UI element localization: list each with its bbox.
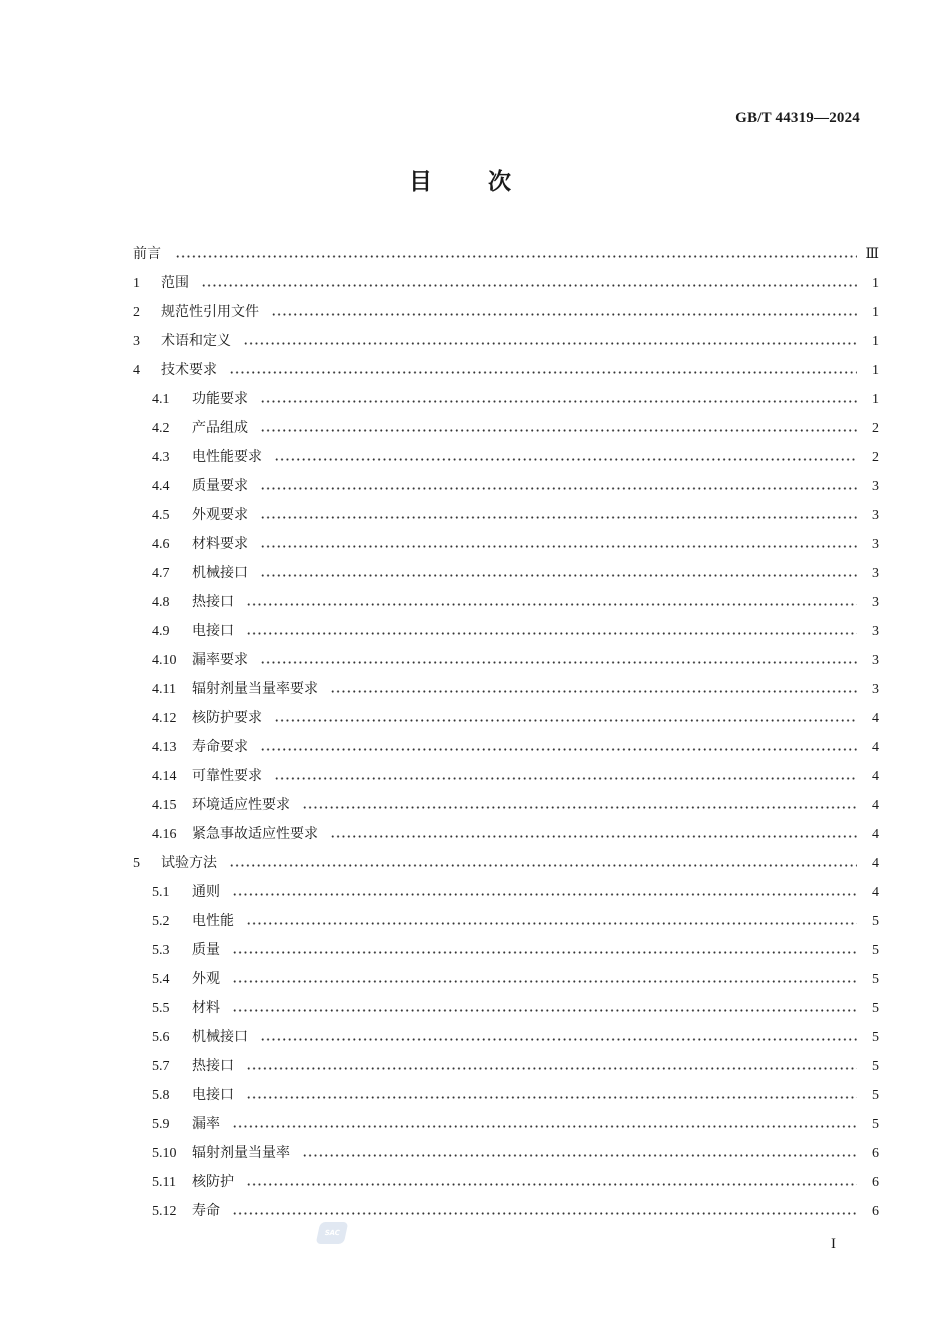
- toc-entry[interactable]: [133, 762, 879, 791]
- toc-entry[interactable]: [133, 965, 879, 994]
- toc-entry-page: 1: [872, 363, 879, 378]
- toc-entry-number: 4: [133, 363, 140, 378]
- toc-entry-page: 3: [872, 595, 879, 610]
- toc-entry-number: 4.9: [152, 624, 170, 639]
- toc-entry[interactable]: [133, 849, 879, 878]
- toc-dot-leader: [246, 603, 857, 606]
- toc-entry-label: 规范性引用文件: [161, 304, 259, 320]
- toc-entry-page: 5: [872, 1030, 879, 1045]
- toc-entry-page: 5: [872, 972, 879, 987]
- toc-entry-number: 5.2: [152, 914, 170, 929]
- toc-entry-label: 范围: [161, 275, 189, 291]
- toc-entry-page: 1: [872, 276, 879, 291]
- toc-entry[interactable]: [133, 385, 879, 414]
- toc-entry[interactable]: [133, 559, 879, 588]
- toc-entry-number: 4.1: [152, 392, 170, 407]
- toc-dot-leader: [260, 661, 857, 664]
- toc-dot-leader: [260, 400, 857, 403]
- toc-dot-leader: [260, 545, 857, 548]
- toc-dot-leader: [229, 371, 857, 374]
- toc-entry-label: 热接口: [192, 594, 234, 610]
- toc-entry-page: 4: [872, 798, 879, 813]
- toc-entry[interactable]: [133, 443, 879, 472]
- toc-dot-leader: [302, 1154, 857, 1157]
- toc-entry-page: 5: [872, 1059, 879, 1074]
- table-of-contents: [133, 240, 879, 1226]
- toc-entry-page: 1: [872, 305, 879, 320]
- toc-entry-label: 电接口: [192, 1087, 234, 1103]
- toc-dot-leader: [246, 1183, 857, 1186]
- toc-entry-page: Ⅲ: [865, 247, 879, 262]
- toc-entry-label: 机械接口: [192, 565, 248, 581]
- toc-entry[interactable]: [133, 472, 879, 501]
- toc-entry-number: 4.12: [152, 711, 177, 726]
- toc-entry-page: 4: [872, 856, 879, 871]
- toc-dot-leader: [232, 1009, 857, 1012]
- toc-dot-leader: [302, 806, 857, 809]
- toc-entry-label: 电性能要求: [192, 449, 262, 465]
- toc-dot-leader: [260, 748, 857, 751]
- toc-entry-number: 1: [133, 276, 140, 291]
- toc-dot-leader: [232, 1212, 857, 1215]
- toc-entry-number: 4.4: [152, 479, 170, 494]
- toc-entry-page: 3: [872, 508, 879, 523]
- toc-entry-label: 功能要求: [192, 391, 248, 407]
- toc-entry[interactable]: [133, 298, 879, 327]
- toc-entry-page: 4: [872, 740, 879, 755]
- toc-entry-label: 技术要求: [161, 362, 217, 378]
- toc-entry-label: 质量: [192, 942, 220, 958]
- toc-entry-number: 5: [133, 856, 140, 871]
- toc-entry[interactable]: [133, 617, 879, 646]
- toc-dot-leader: [246, 632, 857, 635]
- toc-entry[interactable]: [133, 530, 879, 559]
- toc-entry-page: 5: [872, 1117, 879, 1132]
- toc-entry-number: 5.8: [152, 1088, 170, 1103]
- toc-entry[interactable]: [133, 1168, 879, 1197]
- toc-entry[interactable]: [133, 1110, 879, 1139]
- toc-dot-leader: [274, 777, 857, 780]
- toc-entry[interactable]: [133, 994, 879, 1023]
- toc-entry-label: 核防护要求: [192, 710, 262, 726]
- toc-entry-label: 外观: [192, 971, 220, 987]
- toc-entry-label: 漏率要求: [192, 652, 248, 668]
- toc-entry-page: 6: [872, 1175, 879, 1190]
- toc-entry-number: 4.2: [152, 421, 170, 436]
- toc-dot-leader: [260, 487, 857, 490]
- toc-entry-page: 4: [872, 885, 879, 900]
- toc-entry-page: 3: [872, 682, 879, 697]
- toc-entry-label: 试验方法: [161, 855, 217, 871]
- toc-entry-page: 3: [872, 566, 879, 581]
- toc-entry[interactable]: [133, 501, 879, 530]
- toc-entry-number: 5.12: [152, 1204, 177, 1219]
- toc-dot-leader: [260, 574, 857, 577]
- toc-entry[interactable]: [133, 327, 879, 356]
- toc-entry-page: 4: [872, 711, 879, 726]
- toc-entry-number: 4.8: [152, 595, 170, 610]
- toc-entry[interactable]: [133, 733, 879, 762]
- standard-number: GB/T 44319—2024: [735, 110, 860, 126]
- toc-entry-number: 5.3: [152, 943, 170, 958]
- toc-dot-leader: [260, 1038, 857, 1041]
- toc-entry-page: 3: [872, 479, 879, 494]
- toc-entry-page: 3: [872, 537, 879, 552]
- toc-entry-number: 4.6: [152, 537, 170, 552]
- toc-dot-leader: [330, 835, 857, 838]
- toc-entry[interactable]: [133, 907, 879, 936]
- toc-entry-page: 1: [872, 392, 879, 407]
- toc-entry-page: 5: [872, 943, 879, 958]
- toc-entry-page: 1: [872, 334, 879, 349]
- toc-dot-leader: [232, 1125, 857, 1128]
- toc-entry-page: 5: [872, 1088, 879, 1103]
- toc-entry[interactable]: [133, 1197, 879, 1226]
- toc-entry-label: 热接口: [192, 1058, 234, 1074]
- toc-dot-leader: [260, 516, 857, 519]
- toc-entry[interactable]: [133, 820, 879, 849]
- toc-dot-leader: [175, 255, 857, 258]
- toc-dot-leader: [260, 429, 857, 432]
- toc-entry-number: 5.5: [152, 1001, 170, 1016]
- toc-entry[interactable]: [133, 675, 879, 704]
- toc-entry-page: 5: [872, 1001, 879, 1016]
- toc-entry-label: 寿命: [192, 1203, 220, 1219]
- toc-entry[interactable]: [133, 269, 879, 298]
- toc-dot-leader: [274, 458, 857, 461]
- toc-dot-leader: [246, 1067, 857, 1070]
- toc-dot-leader: [243, 342, 857, 345]
- toc-dot-leader: [232, 951, 857, 954]
- toc-entry-number: 4.15: [152, 798, 177, 813]
- toc-entry[interactable]: [133, 878, 879, 907]
- toc-entry[interactable]: [133, 414, 879, 443]
- toc-entry-page: 6: [872, 1204, 879, 1219]
- toc-entry-number: 5.11: [152, 1175, 176, 1190]
- toc-entry-label: 电性能: [192, 913, 234, 929]
- toc-entry-label: 材料要求: [192, 536, 248, 552]
- toc-entry-page: 2: [872, 421, 879, 436]
- toc-entry-label: 可靠性要求: [192, 768, 262, 784]
- toc-entry[interactable]: [133, 936, 879, 965]
- toc-dot-leader: [232, 980, 857, 983]
- toc-entry-page: 4: [872, 827, 879, 842]
- toc-dot-leader: [246, 922, 857, 925]
- toc-entry-number: 5.10: [152, 1146, 177, 1161]
- toc-entry-number: 4.7: [152, 566, 170, 581]
- sac-watermark-logo: SAC: [316, 1222, 349, 1244]
- toc-entry-number: 4.5: [152, 508, 170, 523]
- toc-entry-number: 3: [133, 334, 140, 349]
- toc-entry-number: 5.7: [152, 1059, 170, 1074]
- toc-entry-label: 漏率: [192, 1116, 220, 1132]
- toc-entry-number: 4.10: [152, 653, 177, 668]
- toc-entry-label: 紧急事故适应性要求: [192, 826, 318, 842]
- toc-entry[interactable]: [133, 1081, 879, 1110]
- toc-dot-leader: [330, 690, 857, 693]
- toc-entry-label: 核防护: [192, 1174, 234, 1190]
- toc-entry-label: 外观要求: [192, 507, 248, 523]
- toc-entry-label: 通则: [192, 884, 220, 900]
- toc-entry[interactable]: [133, 646, 879, 675]
- toc-entry-label: 辐射剂量当量率: [192, 1145, 290, 1161]
- toc-entry-number: 4.3: [152, 450, 170, 465]
- toc-entry-label: 术语和定义: [161, 333, 231, 349]
- toc-entry[interactable]: [133, 791, 879, 820]
- toc-dot-leader: [232, 893, 857, 896]
- page-title: 目次: [409, 169, 567, 195]
- toc-entry-page: 5: [872, 914, 879, 929]
- toc-entry[interactable]: [133, 588, 879, 617]
- toc-entry-number: 5.1: [152, 885, 170, 900]
- toc-entry[interactable]: [133, 1052, 879, 1081]
- toc-dot-leader: [229, 864, 857, 867]
- toc-entry-number: 2: [133, 305, 140, 320]
- toc-entry-label: 机械接口: [192, 1029, 248, 1045]
- toc-entry[interactable]: [133, 704, 879, 733]
- toc-dot-leader: [274, 719, 857, 722]
- toc-entry-label: 电接口: [192, 623, 234, 639]
- toc-entry-label: 材料: [192, 1000, 220, 1016]
- toc-entry-label: 辐射剂量当量率要求: [192, 681, 318, 697]
- toc-dot-leader: [271, 313, 857, 316]
- toc-entry-page: 3: [872, 653, 879, 668]
- footer-page-number: I: [831, 1236, 836, 1252]
- toc-entry-page: 2: [872, 450, 879, 465]
- toc-entry-page: 4: [872, 769, 879, 784]
- toc-entry-number: 5.6: [152, 1030, 170, 1045]
- toc-entry[interactable]: [133, 1139, 879, 1168]
- toc-entry-number: 4.14: [152, 769, 177, 784]
- toc-entry-label: 产品组成: [192, 420, 248, 436]
- toc-entry-page: 6: [872, 1146, 879, 1161]
- toc-entry-number: 4.13: [152, 740, 177, 755]
- toc-entry-label: 前言: [133, 246, 161, 262]
- toc-entry[interactable]: [133, 356, 879, 385]
- toc-dot-leader: [201, 284, 857, 287]
- toc-entry-label: 寿命要求: [192, 739, 248, 755]
- toc-dot-leader: [246, 1096, 857, 1099]
- toc-entry-number: 4.16: [152, 827, 177, 842]
- toc-entry-label: 环境适应性要求: [192, 797, 290, 813]
- toc-entry-number: 5.9: [152, 1117, 170, 1132]
- toc-entry[interactable]: [133, 1023, 879, 1052]
- toc-entry-number: 5.4: [152, 972, 170, 987]
- toc-entry-label: 质量要求: [192, 478, 248, 494]
- toc-entry-number: 4.11: [152, 682, 176, 697]
- toc-entry-page: 3: [872, 624, 879, 639]
- toc-entry[interactable]: [133, 240, 879, 269]
